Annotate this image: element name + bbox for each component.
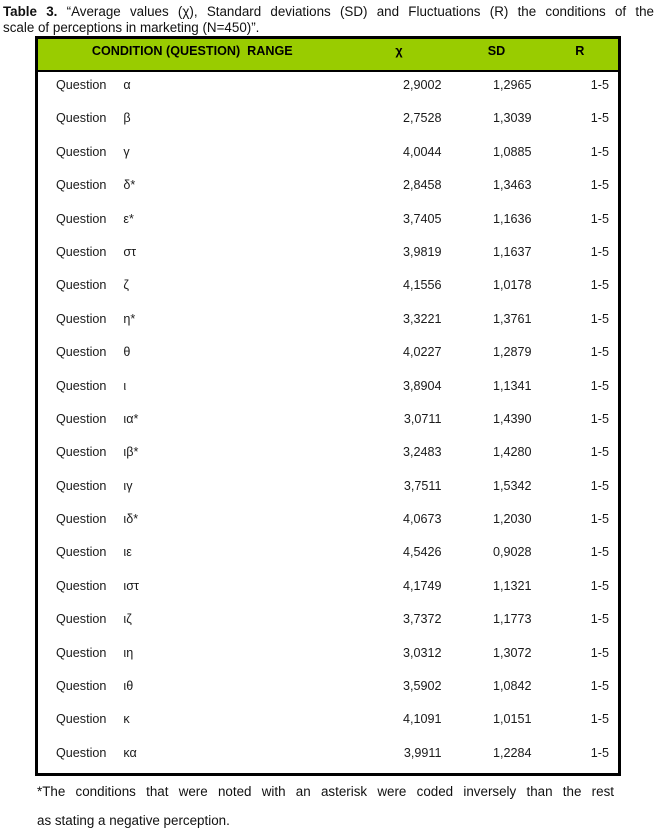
range-cell: 1-5 xyxy=(590,445,609,460)
row-letter: ιθ xyxy=(123,679,134,694)
chi-cell: 2,7528 xyxy=(402,111,442,126)
row-label: Question xyxy=(56,512,107,527)
row-letter: κ xyxy=(123,712,130,727)
table-row xyxy=(37,139,620,172)
row-letter: ζ xyxy=(123,278,129,293)
row-letter: δ* xyxy=(123,178,136,193)
table-row xyxy=(37,706,620,739)
chi-cell: 4,0044 xyxy=(402,144,442,159)
sd-cell: 1,2284 xyxy=(492,745,532,760)
range-cell: 1-5 xyxy=(590,645,609,660)
condition-cell xyxy=(37,439,347,472)
chi-cell: 3,5902 xyxy=(402,679,442,694)
row-letter: ιζ xyxy=(123,612,132,627)
row-letter: ι xyxy=(123,378,127,393)
condition-cell xyxy=(37,740,347,775)
chi-cell: 3,7372 xyxy=(402,612,442,627)
sd-cell: 1,3072 xyxy=(492,645,532,660)
chi-cell: 4,0673 xyxy=(402,512,442,527)
table-row xyxy=(37,373,620,406)
row-label: Question xyxy=(56,211,107,226)
row-letter: ιγ xyxy=(123,478,133,493)
range-cell: 1-5 xyxy=(590,345,609,360)
header-range: R xyxy=(542,38,620,72)
chi-cell: 2,9002 xyxy=(402,78,442,92)
sd-cell: 1,4390 xyxy=(492,411,532,426)
chi-cell: 4,5426 xyxy=(402,545,442,560)
sd-cell: 1,2879 xyxy=(492,345,532,360)
table-caption-label: Table 3. xyxy=(3,4,58,19)
row-letter: β xyxy=(123,111,131,126)
table-row xyxy=(37,673,620,706)
range-cell: 1-5 xyxy=(590,244,609,259)
row-label: Question xyxy=(56,578,107,593)
row-label: Question xyxy=(56,278,107,293)
row-letter: ιη xyxy=(123,645,134,660)
range-cell: 1-5 xyxy=(590,712,609,727)
table-row xyxy=(37,439,620,472)
table-row xyxy=(37,573,620,606)
row-label: Question xyxy=(56,178,107,193)
range-cell: 1-5 xyxy=(590,211,609,226)
condition-cell xyxy=(37,373,347,406)
row-label: Question xyxy=(56,445,107,460)
chi-cell: 4,0227 xyxy=(402,345,442,360)
row-letter: η* xyxy=(123,311,136,326)
table-header xyxy=(37,38,620,72)
range-cell: 1-5 xyxy=(590,745,609,760)
range-cell: 1-5 xyxy=(590,178,609,193)
sd-cell: 1,1773 xyxy=(492,612,532,627)
header-row xyxy=(37,38,620,72)
condition-cell xyxy=(37,139,347,172)
footnote-line1: *The conditions that were noted with an asterisk were coded inversely than the rest xyxy=(37,784,614,799)
condition-cell xyxy=(37,206,347,239)
range-cell: 1-5 xyxy=(590,512,609,527)
header-chi: χ xyxy=(347,38,452,72)
condition-cell xyxy=(37,573,347,606)
chi-cell: 3,0312 xyxy=(402,645,442,660)
table-row xyxy=(37,740,620,775)
row-label: Question xyxy=(56,378,107,393)
row-letter: α xyxy=(123,78,131,92)
sd-cell: 1,1341 xyxy=(492,378,532,393)
chi-cell: 3,9911 xyxy=(403,745,442,760)
footnote-line2: as stating a negative perception. xyxy=(37,813,230,828)
table-caption-text: “Average values (χ), Standard deviations (SD) and Fluctuations (R) the conditions of the xyxy=(66,4,654,19)
chi-cell: 4,1556 xyxy=(402,278,442,293)
range-cell: 1-5 xyxy=(590,311,609,326)
table-row xyxy=(37,539,620,572)
range-cell: 1-5 xyxy=(590,545,609,560)
sd-cell: 1,1636 xyxy=(492,211,532,226)
table-row xyxy=(37,506,620,539)
condition-cell xyxy=(37,272,347,305)
header-sd: SD xyxy=(452,38,542,72)
table-row xyxy=(37,172,620,205)
row-letter: κα xyxy=(123,745,137,760)
table-row xyxy=(37,71,620,105)
row-letter: ιστ xyxy=(123,578,139,593)
chi-cell: 3,3221 xyxy=(402,311,442,326)
table-row xyxy=(37,239,620,272)
range-cell: 1-5 xyxy=(590,78,609,92)
perceptions-table xyxy=(35,36,621,776)
condition-cell xyxy=(37,105,347,138)
row-label: Question xyxy=(56,712,107,727)
range-cell: 1-5 xyxy=(590,411,609,426)
condition-cell xyxy=(37,406,347,439)
chi-cell: 3,7511 xyxy=(403,478,442,493)
table-row xyxy=(37,473,620,506)
row-letter: γ xyxy=(123,144,130,159)
header-condition: CONDITION (QUESTION) RANGE xyxy=(37,38,347,72)
condition-cell xyxy=(37,539,347,572)
condition-cell xyxy=(37,640,347,673)
row-label: Question xyxy=(56,78,107,92)
table-row xyxy=(37,306,620,339)
condition-cell xyxy=(37,71,347,105)
condition-cell xyxy=(37,339,347,372)
row-letter: ιβ* xyxy=(123,445,139,460)
row-letter: στ xyxy=(123,244,137,259)
sd-cell: 1,0885 xyxy=(492,144,532,159)
row-label: Question xyxy=(56,244,107,259)
row-label: Question xyxy=(56,745,107,760)
row-label: Question xyxy=(56,612,107,627)
range-cell: 1-5 xyxy=(590,144,609,159)
row-label: Question xyxy=(56,411,107,426)
row-label: Question xyxy=(56,478,107,493)
row-letter: ιδ* xyxy=(123,512,139,527)
row-label: Question xyxy=(56,679,107,694)
chi-cell: 4,1091 xyxy=(402,712,442,727)
range-cell: 1-5 xyxy=(590,612,609,627)
condition-cell xyxy=(37,706,347,739)
sd-cell: 1,3463 xyxy=(492,178,532,193)
sd-cell: 1,5342 xyxy=(492,478,532,493)
condition-cell xyxy=(37,673,347,706)
table-row xyxy=(37,206,620,239)
row-label: Question xyxy=(56,545,107,560)
table-row xyxy=(37,105,620,138)
sd-cell: 1,0178 xyxy=(492,278,532,293)
table-row xyxy=(37,272,620,305)
chi-cell: 3,8904 xyxy=(402,378,442,393)
condition-cell xyxy=(37,506,347,539)
row-label: Question xyxy=(56,311,107,326)
row-letter: ιε xyxy=(123,545,132,560)
sd-cell: 1,3039 xyxy=(492,111,532,126)
row-label: Question xyxy=(56,111,107,126)
row-label: Question xyxy=(56,345,107,360)
table-caption xyxy=(3,4,654,36)
sd-cell: 1,3761 xyxy=(492,311,532,326)
condition-cell xyxy=(37,239,347,272)
sd-cell: 1,0842 xyxy=(492,679,532,694)
data-table-wrapper xyxy=(35,36,621,776)
row-letter: ια* xyxy=(123,411,139,426)
table-body xyxy=(37,71,620,775)
table-footnote xyxy=(37,777,614,831)
sd-cell: 1,0151 xyxy=(492,712,532,727)
table-caption-line1 xyxy=(3,4,654,20)
range-cell: 1-5 xyxy=(590,378,609,393)
condition-cell xyxy=(37,473,347,506)
range-cell: 1-5 xyxy=(590,679,609,694)
range-cell: 1-5 xyxy=(590,478,609,493)
range-cell: 1-5 xyxy=(590,578,609,593)
sd-cell: 0,9028 xyxy=(492,545,532,560)
range-cell: 1-5 xyxy=(590,278,609,293)
table-row xyxy=(37,640,620,673)
row-label: Question xyxy=(56,144,107,159)
sd-cell: 1,4280 xyxy=(492,445,532,460)
row-label: Question xyxy=(56,645,107,660)
chi-cell: 4,1749 xyxy=(402,578,442,593)
sd-cell: 1,2965 xyxy=(492,78,532,92)
condition-cell xyxy=(37,306,347,339)
table-caption-line2: scale of perceptions in marketing (N=450)”. xyxy=(3,20,260,35)
chi-cell: 3,7405 xyxy=(402,211,442,226)
chi-cell: 3,0711 xyxy=(403,411,442,426)
table-row xyxy=(37,606,620,639)
condition-cell xyxy=(37,606,347,639)
row-letter: ε* xyxy=(123,211,134,226)
condition-cell xyxy=(37,172,347,205)
chi-cell: 3,2483 xyxy=(402,445,442,460)
sd-cell: 1,1637 xyxy=(492,244,532,259)
sd-cell: 1,1321 xyxy=(492,578,532,593)
range-cell: 1-5 xyxy=(590,111,609,126)
chi-cell: 2,8458 xyxy=(402,178,442,193)
table-row xyxy=(37,406,620,439)
row-letter: θ xyxy=(123,345,131,360)
table-row xyxy=(37,339,620,372)
sd-cell: 1,2030 xyxy=(492,512,532,527)
chi-cell: 3,9819 xyxy=(402,244,442,259)
